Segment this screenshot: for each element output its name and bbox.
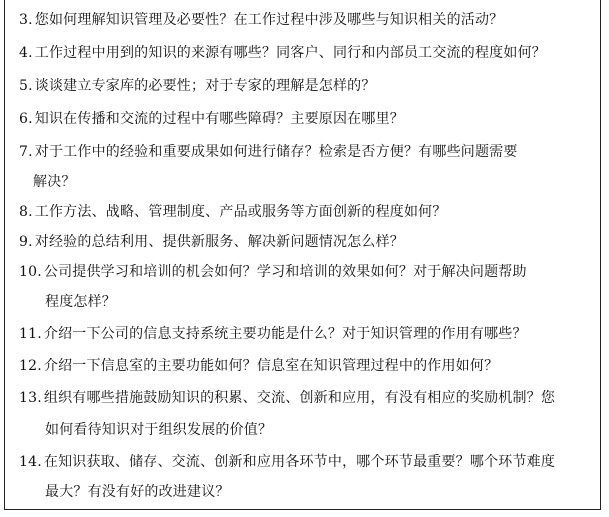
question-number: 4. [19, 45, 33, 61]
question-4 [19, 37, 590, 70]
question-number: 12. [19, 358, 42, 374]
question-text: 最大？有没有好的改进建议？ [45, 484, 230, 500]
question-text: 对经验的总结利用、提供新服务、解决新问题情况怎么样？ [34, 234, 404, 250]
question-number: 13. [19, 390, 42, 406]
question-text: 介绍一下公司的信息支持系统主要功能是什么？对于知识管理的作用有哪些？ [43, 326, 527, 342]
question-text: 谈谈建立专家库的必要性；对于专家的理解是怎样的？ [34, 78, 376, 94]
question-number: 5. [19, 78, 33, 94]
question-text: 介绍一下信息室的主要功能如何？信息室在知识管理过程中的作用如何？ [43, 358, 499, 374]
question-text: 公司提供学习和培训的机会如何？学习和培训的效果如何？对于解决问题帮助 [43, 264, 527, 280]
question-7-continuation [33, 166, 590, 199]
question-number: 11. [19, 326, 42, 342]
question-3 [19, 4, 590, 37]
question-number: 3. [19, 12, 33, 28]
question-text: 工作过程中用到的知识的来源有哪些？同客户、同行和内部员工交流的程度如何？ [34, 45, 546, 61]
question-12 [19, 350, 590, 383]
question-text: 工作方法、战略、管理制度、产品或服务等方面创新的程度如何？ [34, 204, 447, 220]
question-number: 6. [19, 111, 33, 127]
question-text: 您如何理解知识管理及必要性？在工作过程中涉及哪些与知识相关的活动？ [34, 12, 504, 28]
question-text: 知识在传播和交流的过程中有哪些障碍？主要原因在哪里？ [34, 111, 404, 127]
question-number: 7. [19, 144, 33, 160]
question-number: 9. [19, 234, 33, 250]
question-14 [19, 446, 590, 479]
question-number: 14. [19, 454, 42, 470]
question-14-continuation [45, 476, 590, 509]
question-13 [19, 382, 590, 415]
question-13-continuation [45, 414, 590, 447]
question-6 [19, 103, 590, 136]
question-7 [19, 136, 590, 169]
question-11 [19, 318, 590, 351]
question-text: 程度怎样？ [45, 294, 116, 310]
question-8 [19, 196, 590, 229]
question-text: 如何看待知识对于组织发展的价值？ [45, 422, 273, 438]
question-9 [19, 226, 590, 259]
question-number: 8. [19, 204, 33, 220]
question-5 [19, 70, 590, 103]
question-10-continuation [45, 286, 590, 319]
question-10 [19, 256, 590, 289]
question-number: 10. [19, 264, 42, 280]
question-list-frame [4, 0, 601, 510]
question-text: 在知识获取、储存、交流、创新和应用各环节中，哪个环节最重要？哪个环节难度 [43, 454, 556, 470]
question-text: 解决？ [33, 174, 76, 190]
question-text: 对于工作中的经验和重要成果如何进行储存？检索是否方便？有哪些问题需要 [34, 144, 518, 160]
question-text: 组织有哪些措施鼓励知识的积累、交流、创新和应用，有没有相应的奖励机制？您 [43, 390, 556, 406]
